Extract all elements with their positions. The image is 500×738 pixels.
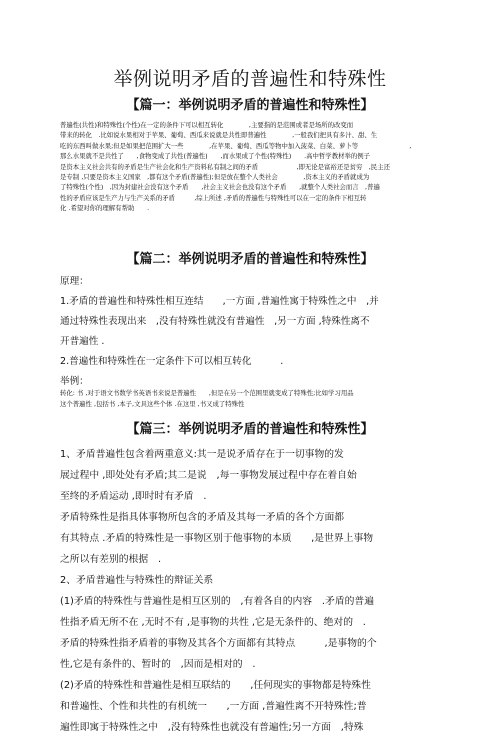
section-heading-3: 【篇三：举例说明矛盾的普遍性和特殊性】 (126, 422, 374, 437)
section-heading-2: 【篇二：举例说明矛盾的普遍性和特殊性】 (126, 252, 374, 267)
paragraph-line: 化 .希望对你的理解有帮助 . (60, 204, 150, 213)
paragraph-line: 了特殊性(个性) ,因为封建社会没有这个矛盾 ,社会主义社会也没有这个矛盾 ,就整个人类社会而言 ,普遍 (60, 183, 380, 192)
paragraph-line: 1.矛盾的普遍性和特殊性相互连结 ,一方面 ,普遍性寓于特殊性之中 ,并 (60, 296, 379, 307)
principle-label: 原理： (60, 276, 89, 287)
section-3-body (60, 444, 450, 738)
paragraph-line: 至终的矛盾运动 ,即时时有矛盾 . (60, 491, 207, 502)
paragraph-line: 和普遍性、个性和共性的有机统一 ,一方面 ,普遍性离不开特殊性;普 (60, 701, 367, 712)
paragraph-line: 是专制 ,只要是资本主义国家 ,都有这个矛盾(普遍性);但是放在整个人类社会 ,资本主义的矛盾就成为 (60, 173, 370, 182)
paragraph-line: 矛盾的特殊性指矛盾着的事物及其各个方面都有其特点 ,是事物的个 (60, 638, 377, 649)
paragraph-line: (2)矛盾的特殊性和普遍性是相互联结的 ,任何现实的事物都是特殊性 (60, 680, 371, 691)
paragraph-line: 遍性即寓于特殊性之中 ,没有特殊性也就没有普遍性;另一方面 ,特殊 (60, 722, 364, 733)
paragraph-line: 2、矛盾普遍性与特殊性的辩证关系 (60, 575, 214, 586)
section-heading-1: 【篇一：举例说明矛盾的普遍性和特殊性】 (126, 98, 374, 113)
paragraph-line: 1、矛盾普遍性包含着两重意义:其一是说矛盾存在于一切事物的发 (60, 449, 344, 460)
section-2-body (60, 272, 450, 372)
paragraph-line: 有其特点 .矛盾的特殊性是一事物区别于他事物的本质 ,是世界上事物 (60, 533, 374, 544)
paragraph-line: 带来的转化 .比如说水果相对于苹果、葡萄、西瓜来说就是共性即普遍性 ,一般我们把具有多汁、甜、生 (60, 131, 378, 140)
paragraph-line: 通过特殊性表现出来 ,没有特殊性就没有普遍性 ,另一方面 ,特殊性离不 (60, 316, 370, 327)
section-1-body (60, 120, 450, 214)
paragraph-line: 性的矛盾应该是生产力与生产关系的矛盾 ,综上所述 ,矛盾的普遍性与特殊性可以在一定的条件下相互转 (60, 193, 367, 202)
paragraph-line: (1)矛盾的特殊性与普遍性是相互区别的 ,有着各自的内容 .矛盾的普遍 (60, 596, 375, 607)
paragraph-line: 吃的东西叫做水果;但是如果把范围扩大一些 ,在苹果、葡萄、西瓜等物中加入菠菜、白菜、萝卜等 , (60, 141, 412, 150)
paragraph-line: 2.普遍性和特殊性在一定条件下可以相互转化 . (60, 356, 284, 367)
paragraph-line: 是资本主义社会共有的矛盾是生产社会化和生产资料私有制之间的矛盾 ,即无论是富裕还是贫穷 ,民主还 (60, 162, 390, 171)
paragraph-line: 普遍性(共性)和特殊性(个性)在一定的条件下可以相互转化 ,主要指的是范围或者是场所的改变而 (60, 121, 354, 129)
example-line: 转化: 书 ,对于语文书数学书英语书来说是普遍性 ,但是在另一个范围里就变成了特殊性;比如学习用品 (60, 389, 354, 397)
example-body (60, 388, 450, 410)
paragraph-line: 那么水果就不是共性了 ,食物变成了共性(普遍性) ,而水果成了个性(特殊性) .高中哲学教材举的例子 (60, 152, 371, 161)
paragraph-line: 性指矛盾无所不在 ,无时不有 ,是事物的共性 ,它是无条件的、绝对的 . (60, 617, 366, 628)
example-label: 举例： (60, 376, 89, 387)
paragraph-line: 性,它是有条件的、暂时的 ,因而是相对的 . (60, 659, 256, 670)
example-line: 这个普遍性 ,包括书 ,本子,文具这些个体 .在这里 ,书又成了特殊性 (60, 400, 245, 408)
paragraph-line: 矛盾特殊性是指具体事物所包含的矛盾及其每一矛盾的各个方面都 (60, 512, 345, 523)
paragraph-line: 之所以有差别的根据 . (60, 554, 162, 565)
paragraph-line: 展过程中 ,即处处有矛盾;其二是说 ,每一事物发展过程中存在着自始 (60, 470, 357, 481)
document-title: 举例说明矛盾的普遍性和特殊性 (113, 68, 387, 90)
paragraph-line: 开普遍性 . (60, 336, 105, 347)
